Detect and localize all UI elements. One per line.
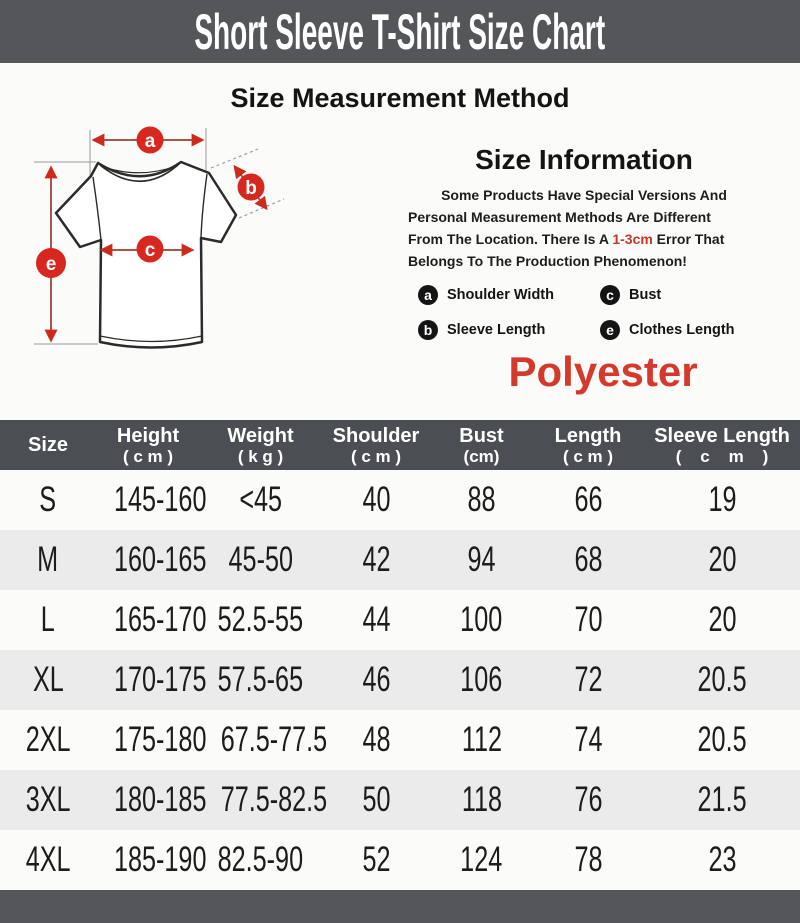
marker-b-label: b	[245, 178, 257, 199]
info-line-3	[408, 228, 760, 250]
marker-e-label: e	[45, 254, 57, 275]
height-value: 160-165	[113, 540, 207, 579]
legend-a-label: Shoulder Width	[447, 287, 554, 303]
size-value: L	[40, 600, 56, 639]
col-header-shoulder: Shoulder ( c m )	[332, 424, 420, 466]
size-table-header	[0, 420, 800, 470]
size-row-s	[0, 470, 800, 530]
sleeve-value: 21.5	[697, 780, 747, 819]
shoulder-value: 44	[361, 600, 391, 639]
col-header-length: Length ( c m )	[554, 424, 622, 466]
weight-value: 57.5-65	[217, 660, 304, 699]
size-row-l	[0, 590, 800, 650]
sleeve-value: 20	[707, 540, 737, 579]
height-value: 170-175	[113, 660, 207, 699]
info-line-3-before: From The Location. There Is A	[408, 231, 613, 247]
size-value: 3XL	[25, 780, 71, 819]
shoulder-value: 48	[361, 720, 391, 759]
bust-value: 118	[461, 780, 502, 819]
size-value: 4XL	[25, 840, 71, 879]
bust-value: 88	[467, 480, 496, 519]
bust-value: 124	[460, 840, 503, 879]
measurement-method-title: Size Measurement Method	[230, 83, 570, 113]
col-header-sleeve-length: Sleeve Length ( c m )	[654, 424, 790, 466]
size-value: 2XL	[25, 720, 71, 759]
sleeve-value: 19	[707, 480, 737, 519]
height-value: 175-180	[113, 720, 207, 759]
size-row-2xl	[0, 710, 800, 770]
legend-item-bust	[600, 285, 760, 305]
height-value: 145-160	[113, 480, 207, 519]
col-header-bust: Bust (cm)	[459, 424, 504, 466]
info-line-4: Belongs To The Production Phenomenon!	[408, 253, 687, 269]
legend-e-label: Clothes Length	[629, 322, 735, 338]
sleeve-value: 20.5	[697, 720, 747, 759]
size-row-m	[0, 530, 800, 590]
legend-e-badge: e	[600, 320, 620, 340]
size-value: M	[37, 540, 59, 579]
length-value: 78	[573, 840, 603, 879]
col-header-size: Size	[27, 434, 69, 456]
legend-item-shoulder-width	[418, 285, 600, 305]
length-value: 72	[573, 660, 603, 699]
weight-value: <45	[239, 480, 282, 519]
size-information-text	[408, 184, 760, 272]
error-range-highlight: 1-3cm	[612, 231, 653, 247]
info-line-2: Personal Measurement Methods Are Different	[408, 209, 711, 225]
weight-value: 77.5-82.5	[220, 780, 328, 819]
bust-value: 94	[467, 540, 496, 579]
bust-value: 100	[460, 600, 503, 639]
bust-value: 106	[460, 660, 503, 699]
tshirt-measurement-diagram	[8, 106, 308, 372]
shoulder-value: 52	[361, 840, 391, 879]
size-information-title: Size Information	[475, 144, 693, 175]
size-row-3xl	[0, 770, 800, 830]
size-value: XL	[32, 660, 64, 699]
legend-b-badge: b	[418, 320, 438, 340]
length-value: 66	[573, 480, 603, 519]
size-value: S	[39, 480, 57, 519]
shoulder-value: 40	[361, 480, 391, 519]
legend-a-badge: a	[418, 285, 438, 305]
footer-bar	[0, 890, 800, 923]
size-table	[0, 420, 800, 890]
bust-value: 112	[461, 720, 502, 759]
size-information-section	[408, 144, 760, 340]
legend-c-label: Bust	[629, 287, 662, 303]
height-value: 180-185	[113, 780, 207, 819]
shoulder-value: 46	[361, 660, 391, 699]
legend-c-badge: c	[600, 285, 620, 305]
weight-value: 67.5-77.5	[220, 720, 328, 759]
size-row-4xl	[0, 830, 800, 890]
height-value: 185-190	[113, 840, 207, 879]
length-value: 68	[573, 540, 603, 579]
banner	[0, 0, 800, 63]
info-line-1: Some Products Have Special Versions And	[441, 187, 727, 203]
marker-a-label: a	[144, 131, 156, 152]
length-value: 74	[573, 720, 603, 759]
col-header-height: Height ( c m )	[116, 424, 180, 466]
legend-item-sleeve-length	[418, 320, 600, 340]
length-value: 76	[573, 780, 603, 819]
size-row-xl	[0, 650, 800, 710]
height-value: 165-170	[113, 600, 207, 639]
sleeve-value: 23	[707, 840, 737, 879]
sleeve-value: 20	[707, 600, 737, 639]
shoulder-value: 50	[361, 780, 391, 819]
weight-value: 52.5-55	[217, 600, 304, 639]
sleeve-value: 20.5	[697, 660, 747, 699]
material-label: Polyester	[508, 348, 698, 395]
page-title: Short Sleeve T-Shirt Size Chart	[194, 3, 606, 60]
length-value: 70	[573, 600, 603, 639]
shoulder-value: 42	[361, 540, 391, 579]
col-header-weight: Weight ( k g )	[227, 424, 294, 466]
weight-value: 45-50	[228, 540, 293, 579]
legend-item-clothes-length	[600, 320, 760, 340]
weight-value: 82.5-90	[217, 840, 304, 879]
info-line-3-after: Error That	[652, 231, 725, 247]
measurement-legend	[408, 285, 760, 340]
legend-b-label: Sleeve Length	[447, 322, 546, 338]
marker-c-label: c	[144, 240, 156, 261]
